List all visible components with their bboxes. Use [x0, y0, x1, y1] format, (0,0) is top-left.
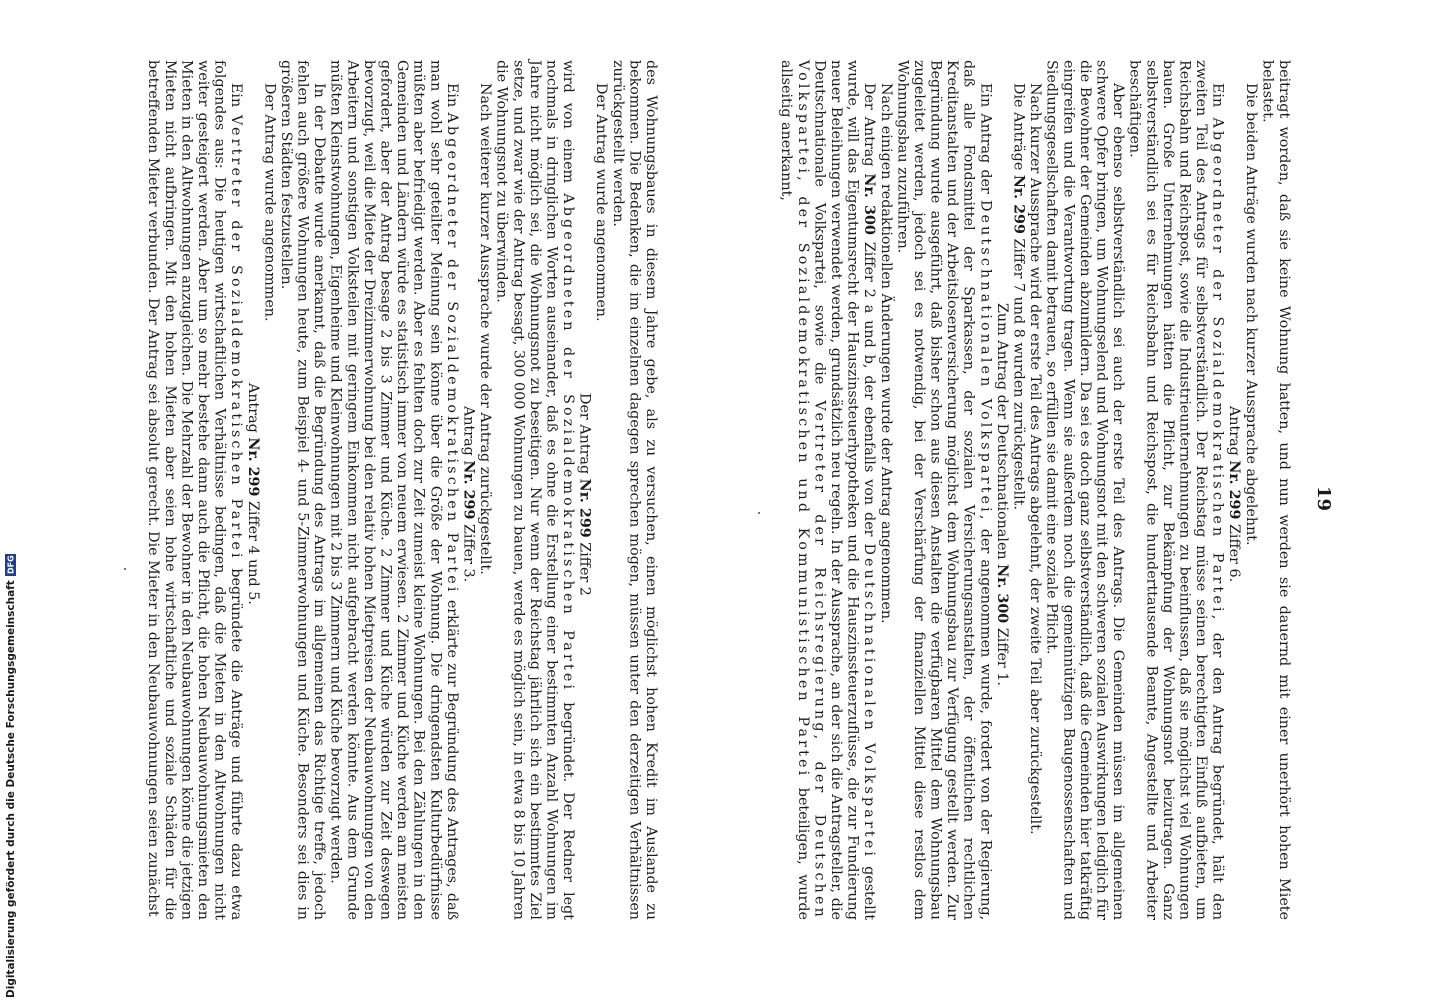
- paragraph: [327, 60, 460, 920]
- motion-heading-suffix: Ziffer 3.: [460, 523, 477, 583]
- paragraph: [778, 60, 878, 920]
- paragraph: Nach weiterer kurzer Aussprache wurde der Antrag zurückgestellt.: [477, 82, 494, 575]
- motion-heading-prefix: Antrag: [1226, 405, 1243, 456]
- text-span: Ziffer 7 und 8 wurden zurückgestellt.: [1010, 238, 1027, 510]
- paragraph: Nach einigen redaktionellen Änderungen wurde der Antrag angenommen.: [877, 82, 894, 624]
- paragraph: [1010, 60, 1027, 920]
- text-span: Ein Antrag der: [977, 82, 994, 194]
- text-span: beteiligen, wurde allseitig anerkannt,: [778, 60, 811, 921]
- text-span: erklärte zur Begründung des Antrages, daß man wohl sehr geteilter Meinung sein könne über die Größe der Wohnung. Die dringendsten Kulturbedürfnisse müßten aber befriedigt werden. Aber es fehlten doch zur Zeit zumeist kleine Wohnungen. Bei den Zählungen in den Gemeinden und Ländern würde es statistisch immer von neuem erwiesen. 2 Zimmer und Küche werden am meisten gefordert, aber der Antrag besage 2 bis 3 Zimmer und Küche. 2 Zimmer und Küche würden zur Zeit deswegen bevorzugt, weil die Miete der Dreizimmerwohnung bei den relativ hohen Mietpreisen der Neubauwohnungen von den Arbeitern und sonstigen Volksteilen mit geringem Einkommen nicht aufgebracht werden könnte. Aus dem Grunde müßten Kleinstwohnungen, Eigenheime und Kleinwohnungen mit 2 bis 3 Zimmern und Küche bevorzugt werden.: [327, 60, 460, 921]
- motion-heading: [460, 78, 477, 910]
- text-span: wird von einem: [560, 60, 577, 184]
- scan-speck: [124, 568, 126, 570]
- motion-number: Nr. 299: [460, 460, 477, 520]
- spaced-text: Vertreter der Reichsregierung, der Deutschen Volkspartei, der Sozialdemokratischen und Kommunistischen Partei: [794, 60, 828, 920]
- paragraph: Die beiden Anträge wurden nach kurzer Aussprache abgelehnt.: [1242, 82, 1259, 546]
- motion-heading-prefix: Antrag: [460, 405, 477, 456]
- text-span: begründete die Anträge und führte dazu etwa folgendes aus: Die heutigen wirtschaftlichen Verhältnisse bedingen, daß die Mieten in den Altwohnungen nicht weiter gesteigert werden. Aber um so mehr bestehe dann auch die Pflicht, die hohen Neubauwohnungsmieten den Mieten in den Altwohnungen anzugleichen. Die Mehrzahl der Bewohner in den Neubauwohnungen könne die jetzigen Mieten nicht aufbringen. Mit den hohen Mieten aber seien hohe wirtschaftliche und soziale Schäden für die betreffenden Mieter verbunden. Der Antrag sei absolut gerecht. Die Mieter in den Neubauwohnungen seien zunächst: [145, 60, 245, 921]
- text-span: gestellt wurde, will das Eigentumsrecht der Hauszinssteuerhypotheken und die Hauszinssteuerzuflüsse, die zur Fundierung neuer Beleihungen verwendet werden, grundsätzlich neu regeln. In der Aussprache, an der sich die Antragsteller, die Deutschnationale Volkspartei, sowie die: [811, 60, 878, 921]
- motion-heading-prefix: Antrag: [244, 383, 261, 433]
- text-column-left: [94, 60, 659, 920]
- paragraph: des Wohnungsbaues in diesem Jahre gebe, als zu versuchen, einen möglichst hohen Kredit im Auslande zu bekommen. Die Bedenken, die im einzelnen dagegen sprechen mögen, müssen unter den derzeitigen Verhältnissen zurückgestellt werden.: [609, 60, 659, 920]
- motion-heading: [993, 78, 1010, 910]
- text-span: Ein: [443, 82, 460, 108]
- text-column-right: [778, 60, 1292, 921]
- text-span: Ein: [228, 82, 245, 108]
- paragraph: [493, 60, 576, 920]
- paragraph: [894, 60, 994, 920]
- motion-heading: [244, 78, 261, 910]
- paragraph: Der Antrag wurde angenommen.: [261, 82, 278, 322]
- motion-heading: [576, 78, 593, 910]
- motion-heading: [1226, 78, 1243, 910]
- motion-heading-suffix: Ziffer 6.: [1226, 523, 1243, 583]
- motion-number: Nr. 299: [244, 437, 261, 497]
- paragraph: Aber ebenso selbstverständlich sei auch der erste Teil des Antrags. Die Gemeinden müssen im allgemeinen schwere Opfer bringen, um Wohnungselend und Wohnungsnot mit den schweren sozialen Auswirkungen lediglich für die Bewohner der Gemeinden abzumildern. Da sei es doch ganz selbstverständlich, daß die Gemeinden hier tatkräftig eingreifen und die Verantwortung tragen. Wenn sie außerdem noch die gemeinnützigen Baugenossenschaften und Siedlungsgesellschaften damit betrauen, so erfüllen sie damit eine soziale Pflicht.: [1043, 60, 1127, 920]
- text-span: der den Antrag begründet, hält den zweiten Teil des Antrags für selbstverständlich. Der Reichstag müsse seinen berechtigten Einfluß aufbieten, um Reichsbahn und Reichspost, sowie die Industrieunternehmungen zu beeinflussen, daß sie möglichst viel Wohnungen bauen. Große Unternehmungen hätten die Pflicht, zur Bekämpfung der Wohnungsnot beizutragen. Ganz selbstverständlich sei es für Reichsbahn und Reichspost, die hunderttausende Beamte, Angestellte und Arbeiter beschäftigen.: [1126, 60, 1226, 920]
- paragraph: In der Debatte wurde anerkannt, daß die Begründung des Antrags im allgemeinen das Richtige treffe, jedoch fehlen auch größere Wohnungen heute, zum Beispiel 4- und 5-Zimmerwohnungen und Küche. Besonders sei dies in größeren Städten festzustellen.: [277, 60, 328, 920]
- text-span: Ziffer 2 a und b, der ebenfalls von der: [861, 241, 878, 537]
- dfg-logo: DFG: [6, 555, 16, 575]
- paragraph: [1126, 60, 1226, 920]
- page-number: 19: [1313, 486, 1334, 512]
- text-span: Ein: [1209, 82, 1226, 108]
- spaced-text: Abgeordneten der Sozialdemokratischen Partei: [560, 193, 577, 693]
- motion-heading-suffix: Ziffer 4 und 5.: [244, 501, 261, 605]
- motion-number: Nr. 300: [861, 173, 878, 235]
- text-span: begründet. Der Redner legt nochmals in dringlichen Worten auseinander, daß es ohne die Erstellung einer bestimmten Anzahl Wohnungen im Jahre nicht möglich sei, die Wohnungsnot zu beseitigen. Nur wenn der Reichstag jährlich sich ein bestimmtes Ziel setze, und zwar wie der Antrag besagt, 300 000 Wohnungen zu bauen, werde es möglich sein, in etwa 8 bis 10 Jahren die Wohnungsnot zu überwinden.: [493, 60, 577, 921]
- motion-heading-suffix: Ziffer 1.: [993, 627, 1010, 686]
- spaced-text: Deutschnationalen Volkspartei,: [977, 199, 994, 523]
- motion-heading-suffix: Ziffer 2: [576, 541, 593, 596]
- motion-heading-prefix: Zum Antrag der Deutschnationalen: [993, 302, 1010, 560]
- motion-number: Nr. 299: [1226, 460, 1243, 520]
- motion-heading-prefix: Der Antrag: [576, 392, 593, 474]
- scan-speck: [758, 512, 760, 514]
- paragraph: beitragt worden, daß sie keine Wohnung hatten, und nun werden sie dauernd mit einer unerhört hohen Miete belastet.: [1259, 60, 1292, 920]
- footer-text: Digitalisierung gefördert durch die Deutsche Forschungsgemeinschaft: [5, 580, 17, 998]
- motion-number: Nr. 299: [1010, 174, 1027, 234]
- motion-number: Nr. 300: [993, 563, 1010, 623]
- motion-number: Nr. 299: [576, 478, 593, 538]
- text-span: der angenommen wurde, fordert von der Regierung, daß alle Fondsmittel der Sparkassen, der sozialen Versicherungsanstalten, der öffentlichen rechtlichen Kreditanstalten und der Arbeitslosenversicherung möglichst dem Wohnungsbau zur Verfügung gestellt werden. Zur Begründung wurde ausgeführt, daß bisher schon aus diesen Anstalten die verfügbaren Mittel dem Wohnungsbau zugeleitet werden, jedoch sei es notwendig, bei der Verschärfung der finanziellen Mittel diese restlos dem Wohnungsbau zuzuführen.: [894, 60, 994, 921]
- spaced-text: Deutschnationalen Volkspartei: [861, 543, 878, 860]
- spaced-text: Abgeordneter der Sozialdemokratischen Partei: [443, 112, 460, 595]
- paragraph: Nach kurzer Aussprache wird der erste Teil des Antrags abgelehnt, der zweite Teil aber zurückgestellt.: [1027, 82, 1044, 835]
- text-span: Die Anträge: [1010, 82, 1027, 171]
- paragraph: Der Antrag wurde angenommen.: [593, 82, 610, 322]
- digitization-footer: [2, 555, 20, 998]
- spaced-text: Vertreter der Sozialdemokratischen Partei: [228, 114, 245, 561]
- text-span: Der Antrag: [861, 82, 878, 167]
- paragraph: [145, 60, 245, 920]
- spaced-text: Abgeordneter der Sozialdemokratischen Partei,: [1209, 117, 1226, 623]
